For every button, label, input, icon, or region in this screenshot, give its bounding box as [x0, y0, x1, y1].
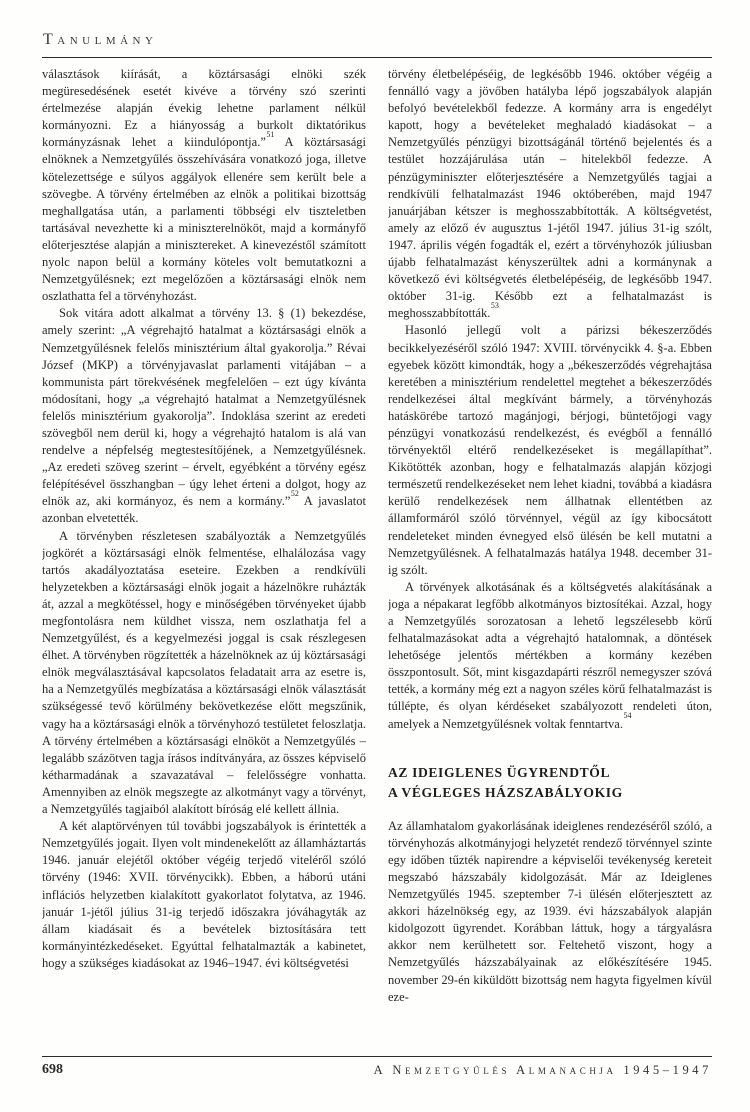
footnote-reference: 53 [490, 301, 499, 311]
footer-title: A Nemzetgyűlés Almanachja 1945–1947 [373, 1063, 712, 1077]
paragraph: törvény életbelépéséig, de legkésőbb 1946. október végéig a fennálló vagy a jövőben hatályba lépő jogszabályok alapján befolyó bevételekből fedezze. A kormány arra is engedélyt kapott, hogy a bevételeket meghaladó kiadásokat – a Nemzetgyűlés pénzügyi bizottságánál történő bejelentés és a testület hozzájárulása után – hitelekből fedezze. A pénzügyminiszter előterjesztésére a Nemzetgyűlés tagjai a rendkívüli felhatalmazást 1946 októberében, majd 1947 januárjában kétszer is meghosszabbították. A költségvetést, amely az előző év augusztus 1-jétől 1947. július 31-ig szólt, 1947. április végén fogadták el, ezért a törvényhozók júliusban újabb felhatalmazást kényszerültek adni a kormánynak a következő évi költségvetés életbelépéséig, de legkésőbb 1947. október 31-ig. Később ezt a felhatalmazást is meghosszabbították.$^{53}$ [388, 67, 712, 321]
text-columns [42, 66, 712, 1054]
right-column [388, 66, 712, 1054]
paragraph: választások kiírását, a köztársasági elnöki szék megüresedésének esetét kivéve a törvény szó szerinti értelmezése alapján évekig lehetne parlament nélkül kormányozni. Ez a hiányosság a burkolt diktatórikus kormányzásnak lehet a kiindulópontja.”$^{51}$ A köztársasági elnöknek a Nemzetgyűlés összehívására vonatkozó joga, illetve kötelezettsége e súlyos aggályok ellenére sem került bele a szövegbe. A törvény értelmében az elnök a politikai bizottság meghallgatása után, a parlamenti többségi elv tiszteletben tartásával nevezhette ki a miniszterelnököt, majd a kormányfő előterjesztése alapján a minisztereket. A kinevezéstől számított nyolc napon belül a kormány köteles volt bemutatkozni a Nemzetgyűlésnek; ezt megelőzően a köztársasági elnök nem oszlathatta fel a törvényhozást. [42, 67, 366, 304]
paragraph: Hasonló jellegű volt a párizsi békeszerződés becikkelyezéséről szóló 1947: XVIII. törvénycikk 4. §-a. Ebben egyebek között kimondták, hogy a „békeszerződés végrehajtása keretében a minisztérium rendelettel megtehet a békeszerződés rendelkezései által megkívánt bármely, a törvényhozás hatáskörébe tartozó magánjogi, bérjogi, büntetőjogi vagy pénzügyi vonatkozású rendelkezést, és evégből a fennálló törvényektől eltérő rendelkezéseket is megállapíthat”. Kikötötték azonban, hogy e felhatalmazás alapján közjogi természetű rendelkezéseket nem lehet kiadni, továbbá a kiadásra kerülő rendelkezések nem állhatnak ellentétben az államformáról szóló törvénnyel, végül az így kibocsátott rendeleteket minden évnegyed első ülésén be kell mutatni a Nemzetgyűlésnek. A felhatalmazás hatálya 1948. december 31-ig szólt. [388, 323, 712, 577]
paragraph: A két alaptörvényen túl további jogszabályok is érintették a Nemzetgyűlés jogait. Ilyen volt mindenekelőtt az államháztartás 1946. január elejétől október végéig terjedő viteléről szóló törvény (1946: XVII. törvénycikk). Ebben, a háború utáni inflációs helyzetben kialakított gyakorlatot folytatva, az 1946. január 1-jétől július 31-ig terjedő időszakra jóváhagyták az állam kiadásait és a bevételek biztosítására tett kormányintézkedéseket. Egyúttal felhatalmazták a kabinetet, hogy a szükséges kiadásokat az 1946–1947. évi költségvetési [42, 819, 366, 970]
footnote-reference: 52 [290, 489, 299, 499]
footnote-reference: 51 [266, 130, 275, 140]
paragraph: Az államhatalom gyakorlásának ideiglenes rendezéséről szóló, a törvényhozás alkotmányjogi helyzetét rendező törvénnyel szinte egy időben tűzték napirendre a képviselői tevékenység kereteit megszabó házszabály kidolgozását. Már az Ideiglenes Nemzetgyűlés 1945. szeptember 7-i ülésén előterjesztett az akkori házelnökség egy, az 1939. évi házszabályok alapján kidolgozott ügyrendet. Korábban láttuk, hogy a tárgyalásra akkor nem kerülhetett sor. Feltehető viszont, hogy a Nemzetgyűlés házszabályainak az előkészítésére 1945. november 29-én kiküldött bizottság nem hagyta figyelmen kívül eze- [388, 818, 712, 1004]
paragraph: Sok vitára adott alkalmat a törvény 13. § (1) bekezdése, amely szerint: „A végrehajtó hatalmat a köztársasági elnök a Nemzetgyűlésnek felelős minisztérium által gyakorolja.” Révai József (MKP) a törvényjavaslat parlamenti vitájában – a kommunista párt törekvésének megfelelően – ezt úgy kívánta módosítani, hogy „a végrehajtó hatalmat a Nemzetgyűlésnek felelős minisztérium gyakorolja”. Indoklása szerint az eredeti szövegből nem derül ki, hogy a végrehajtó hatalom is alá van rendelve a népfelség megtestesítőjének, a Nemzetgyűlésnek. „Az eredeti szöveg szerint – érvelt, egyébként a törvény egész felépítésével összhangban – úgy lehet érteni a dolgot, hogy az elnök az, aki kormányoz, és nem a kormány.”$^{52}$ A javaslatot azonban elvetették. [42, 306, 366, 526]
paragraph: A törvényben részletesen szabályozták a Nemzetgyűlés jogkörét a köztársasági elnök felmentése, elhalálozása vagy tartós akadályoztatása eseteire. Ezekben a rendkívüli helyzetekben a köztársasági elnök jogait a házelnökre ruházták át, azzal a megkötéssel, hogy e minőségében törvényeket újabb megfontolásra nem küldhet vissza, nem oszlathatja fel a Nemzetgyűlést, és a kegyelmezési joggal is csak részlegesen élhet. A törvényben rögzítették a házelnöknek az új köztársasági elnök megválasztásával kapcsolatos feladatait arra az esetre is, ha a Nemzetgyűlés megbízatása a köztársasági elnök választását szükségessé tevő körülmény bekövetkezése előtt megszűnik, vagy ha a köztársasági elnök a törvényhozó testületet feloszlatja. A törvény értelmében a köztársasági elnököt a Nemzetgyűlés – legalább százötven tagja írásos indítványára, az összes képviselő kétharmadának a szavazatával – felelősségre vonhatta. Amennyiben az elnök megszegte az alkotmányt vagy a törvényt, a Nemzetgyűlés tagjaiból alakított bíróság elé kellett állnia. [42, 528, 366, 817]
running-head: Tanulmány [43, 31, 158, 48]
left-column [42, 66, 366, 1054]
paragraph: A törvények alkotásának és a költségvetés alakításának a joga a népakarat legfőbb alkotmányos biztosítékai. Azzal, hogy a Nemzetgyűlés sorozatosan a lehető legszélesebb körű felhatalmazásokat adta a végrehajtó hatalomnak, a döntések lehetősége jelentős mértékben a kormány kezében összpontosult. Sőt, mint kisgazdapárti részről nemegyszer szóvá tették, a kormány még ezt a nagyon széles körű felhatalmazást is túllépte, és olyan kérdéseket szabályozott rendeleti úton, amelyek a Nemzetgyűlésnek voltak fenntartva.$^{54}$ [388, 579, 712, 731]
section-heading: AZ IDEIGLENES ÜGYRENDTŐL A VÉGLEGES HÁZSZABÁLYOKIG [388, 764, 623, 800]
header-rule [42, 57, 712, 58]
footnote-reference: 54 [623, 711, 632, 721]
page-number: 698 [42, 1062, 63, 1077]
footer-rule [42, 1056, 712, 1057]
